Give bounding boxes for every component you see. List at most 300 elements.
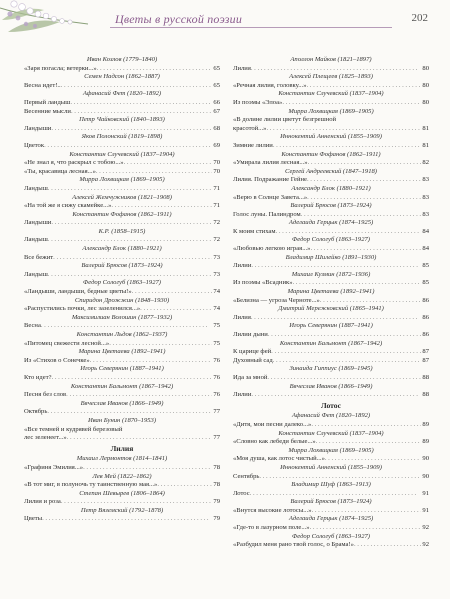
toc-section-heading bbox=[233, 402, 429, 411]
toc-author bbox=[233, 305, 429, 314]
entry-title: «Верю в Солнце Завета...» bbox=[233, 193, 308, 201]
entry-page-number: 73 bbox=[213, 270, 220, 278]
dot-leader bbox=[70, 99, 212, 108]
toc-author bbox=[24, 90, 220, 99]
toc-author bbox=[24, 56, 220, 65]
author-name: Валерий Брюсов (1873–1924) bbox=[290, 202, 372, 210]
author-name: Вячеслав Иванов (1866–1949) bbox=[289, 382, 373, 390]
dot-leader bbox=[47, 408, 212, 417]
entry-page-number: 87 bbox=[422, 356, 429, 364]
dot-leader bbox=[51, 125, 212, 134]
author-name: Константин Бальмонт (1867–1942) bbox=[279, 339, 383, 347]
toc-entry bbox=[24, 515, 220, 524]
author-name: Мирра Лохвицкая (1869–1905) bbox=[288, 446, 374, 454]
author-name: Аделаида Герцык (1874–1925) bbox=[288, 219, 374, 227]
dot-leader bbox=[354, 541, 421, 550]
toc-entry bbox=[233, 279, 429, 288]
entry-page-number: 86 bbox=[422, 331, 429, 338]
entry-page-number: 68 bbox=[213, 124, 220, 132]
author-name: Федор Сологуб (1863–1927) bbox=[292, 532, 370, 540]
toc-entry bbox=[233, 374, 429, 383]
author-name: Иван Козлов (1779–1840) bbox=[86, 56, 158, 63]
toc-entry bbox=[233, 82, 429, 91]
entry-title: лес зеленеет...» bbox=[24, 434, 67, 442]
dot-leader bbox=[66, 391, 212, 400]
dot-leader bbox=[251, 262, 421, 271]
dot-leader bbox=[97, 65, 213, 74]
entry-page-number: 65 bbox=[213, 64, 220, 72]
entry-title: Лилия и роза bbox=[24, 498, 61, 506]
entry-title: Лилии bbox=[233, 262, 252, 270]
entry-title: Весенние мысли bbox=[24, 107, 71, 115]
toc-author bbox=[24, 245, 220, 254]
author-name: Михаил Кузмин (1872–1936) bbox=[291, 270, 371, 278]
entry-page-number: 86 bbox=[422, 313, 429, 321]
toc-entry bbox=[233, 314, 429, 323]
toc-author bbox=[24, 151, 220, 160]
toc-author bbox=[233, 412, 429, 421]
entry-title: Октябрь bbox=[24, 408, 48, 416]
dot-leader bbox=[311, 421, 421, 430]
toc-author bbox=[233, 236, 429, 245]
entry-title: «Разбудил меня рано твой голос, о Брама!» bbox=[233, 541, 354, 549]
entry-page-number: 84 bbox=[422, 227, 429, 235]
entry-title: «Моя душа, как лотос чистый...» bbox=[233, 455, 325, 463]
dot-leader bbox=[316, 438, 422, 447]
toc-entry bbox=[233, 228, 429, 237]
entry-page-number: 66 bbox=[213, 98, 220, 106]
entry-title: «Ландыши, ландыши, бедные цветы!» bbox=[24, 288, 132, 296]
entry-page-number: 83 bbox=[422, 210, 429, 218]
author-name: Дмитрий Мережковский (1865–1941) bbox=[278, 305, 384, 313]
toc-entry bbox=[24, 99, 220, 108]
author-name: Игорь Северянин (1887–1941) bbox=[80, 365, 164, 373]
toc-author bbox=[233, 340, 429, 349]
entry-page-number: 75 bbox=[213, 339, 220, 347]
dot-leader bbox=[266, 125, 421, 134]
author-name: Константин Случевский (1837–1904) bbox=[278, 90, 384, 98]
entry-title: «В долине лилии цветут безгрешной bbox=[233, 116, 337, 124]
dot-leader bbox=[307, 194, 421, 203]
entry-page-number: 79 bbox=[213, 515, 220, 523]
toc-author bbox=[24, 507, 220, 516]
author-name: Степан Шевырев (1806–1864) bbox=[79, 489, 165, 497]
dot-leader bbox=[293, 279, 422, 288]
entry-page-number: 84 bbox=[422, 245, 429, 253]
entry-title: «Питомец свежести лесной...» bbox=[24, 339, 110, 347]
author-name: Семен Надсон (1862–1887) bbox=[84, 73, 160, 81]
entry-title: Зимние лилии bbox=[233, 141, 273, 149]
entry-title: Цветок bbox=[24, 141, 45, 149]
author-name: Александр Блок (1880–1921) bbox=[291, 184, 371, 192]
entry-title: Лотос bbox=[233, 489, 250, 497]
entry-page-number: 81 bbox=[422, 141, 429, 149]
toc-entry bbox=[233, 473, 429, 482]
toc-author bbox=[233, 219, 429, 228]
entry-title: Лилия bbox=[233, 313, 251, 321]
author-name: Сергей Андреевский (1847–1918) bbox=[285, 167, 377, 175]
entry-page-number: 89 bbox=[422, 420, 429, 428]
author-name: Петр Вяземский (1792–1878) bbox=[80, 506, 164, 514]
author-name: Федор Сологуб (1863–1927) bbox=[292, 236, 370, 244]
toc-entry bbox=[233, 262, 429, 271]
dot-leader bbox=[52, 374, 213, 383]
entry-title: «Не знал я, что раскрыл с тобою...» bbox=[24, 159, 124, 167]
toc-entry bbox=[24, 434, 220, 443]
dot-leader bbox=[90, 357, 213, 366]
page-number: 202 bbox=[411, 12, 428, 24]
entry-title: «Внутся высокие лотосы...» bbox=[233, 506, 312, 514]
dot-leader bbox=[48, 271, 213, 280]
toc-author bbox=[24, 116, 220, 125]
dot-leader bbox=[140, 305, 212, 314]
entry-page-number: 71 bbox=[213, 202, 220, 210]
toc-entry bbox=[233, 245, 429, 254]
toc-entry bbox=[24, 202, 220, 211]
toc-section-heading bbox=[24, 445, 220, 454]
author-name: Константин Случевский (1837–1904) bbox=[278, 429, 384, 437]
entry-page-number: 88 bbox=[422, 391, 429, 399]
toc-author bbox=[233, 515, 429, 524]
toc-entry bbox=[24, 236, 220, 245]
toc-entry bbox=[233, 142, 429, 151]
entry-page-number: 76 bbox=[213, 391, 220, 399]
dot-leader bbox=[48, 185, 213, 194]
entry-page-number: 74 bbox=[213, 305, 220, 313]
entry-page-number: 76 bbox=[213, 356, 220, 364]
entry-page-number: 75 bbox=[213, 322, 220, 330]
entry-title: «Ты, красавица лесная...» bbox=[24, 167, 96, 175]
dot-leader bbox=[251, 314, 422, 323]
author-name: Алексей Плещеев (1825–1893) bbox=[289, 73, 373, 81]
entry-title: Ландыш bbox=[24, 236, 48, 244]
toc-entry bbox=[233, 65, 429, 74]
entry-title: Голос луны. Палиндром bbox=[233, 210, 301, 218]
dot-leader bbox=[308, 159, 422, 168]
toc-author bbox=[233, 202, 429, 211]
toc-entry bbox=[24, 426, 220, 435]
toc-author bbox=[24, 417, 220, 426]
toc-author bbox=[24, 228, 220, 237]
toc-author bbox=[233, 481, 429, 490]
entry-page-number: 74 bbox=[213, 288, 220, 296]
entry-page-number: 92 bbox=[422, 524, 429, 532]
entry-title: «На той же я сижу скамейке...» bbox=[24, 202, 112, 210]
author-name: Максимилиан Волошин (1877–1932) bbox=[71, 313, 173, 321]
dot-leader bbox=[320, 297, 422, 306]
toc-entry bbox=[233, 99, 429, 108]
entry-title: Все бежит bbox=[24, 253, 54, 261]
entry-page-number: 87 bbox=[422, 348, 429, 356]
toc-author bbox=[233, 430, 429, 439]
header-rule bbox=[110, 27, 392, 28]
author-name: Марина Цветаева (1892–1941) bbox=[78, 348, 166, 356]
toc-entry bbox=[233, 116, 429, 125]
toc-entry bbox=[24, 82, 220, 91]
entry-page-number: 85 bbox=[422, 279, 429, 287]
dot-leader bbox=[111, 202, 212, 211]
author-name: Александр Блок (1880–1921) bbox=[82, 245, 162, 253]
dot-leader bbox=[48, 236, 213, 245]
author-name: Петр Чайковский (1840–1893) bbox=[79, 116, 165, 124]
author-name: Иннокентий Анненский (1855–1909) bbox=[280, 463, 382, 471]
author-name: Константин Льдов (1862–1937) bbox=[76, 331, 168, 338]
toc-author bbox=[24, 490, 220, 499]
entry-title: «Любовью легкою играя...» bbox=[233, 245, 311, 253]
author-name: Мирра Лохвицкая (1869–1905) bbox=[288, 107, 374, 115]
author-name: Вячеслав Иванов (1866–1949) bbox=[80, 399, 164, 407]
entry-title: Ландыш bbox=[24, 184, 48, 192]
author-name: Валерий Брюсов (1873–1924) bbox=[290, 498, 372, 506]
dot-leader bbox=[71, 108, 212, 117]
toc-author bbox=[24, 400, 220, 409]
entry-title: «Заря погасла; ветерки...» bbox=[24, 64, 97, 72]
toc-entry bbox=[24, 142, 220, 151]
toc-column-right bbox=[233, 56, 429, 550]
toc-author bbox=[233, 254, 429, 263]
entry-title: Лилии bbox=[233, 391, 252, 399]
entry-page-number: 72 bbox=[213, 219, 220, 227]
dot-leader bbox=[53, 254, 212, 263]
toc-author bbox=[24, 455, 220, 464]
toc-author bbox=[24, 365, 220, 374]
entry-page-number: 83 bbox=[422, 193, 429, 201]
toc-author bbox=[233, 383, 429, 392]
dot-leader bbox=[259, 473, 421, 482]
dot-leader bbox=[51, 219, 212, 228]
dot-leader bbox=[124, 159, 213, 168]
entry-page-number: 67 bbox=[213, 107, 220, 115]
dot-leader bbox=[132, 288, 213, 297]
toc-author bbox=[24, 194, 220, 203]
author-name: Константин Фофанов (1862–1911) bbox=[72, 210, 172, 218]
toc-entry bbox=[233, 421, 429, 430]
toc-entry bbox=[233, 211, 429, 220]
entry-page-number: 80 bbox=[422, 81, 429, 89]
toc-author bbox=[233, 168, 429, 177]
author-name: Зинаида Гиппиус (1869–1945) bbox=[289, 365, 373, 373]
entry-page-number: 83 bbox=[422, 176, 429, 184]
toc-author bbox=[24, 348, 220, 357]
toc-entry bbox=[233, 194, 429, 203]
author-name: Алексей Жемчужников (1821–1908) bbox=[72, 193, 172, 201]
dot-leader bbox=[307, 82, 422, 91]
entry-page-number: 76 bbox=[213, 373, 220, 381]
entry-page-number: 81 bbox=[422, 124, 429, 132]
entry-title: Лилия bbox=[233, 64, 251, 72]
entry-title: Песня без слов bbox=[24, 391, 67, 399]
toc-entry bbox=[233, 297, 429, 306]
section-title: Лилия bbox=[110, 444, 134, 453]
entry-page-number: 69 bbox=[213, 141, 220, 149]
entry-page-number: 91 bbox=[422, 506, 429, 514]
entry-title: Из поэмы «Всадник» bbox=[233, 279, 293, 287]
entry-title: «Распустились почки, лес зазеленился...» bbox=[24, 305, 141, 313]
toc-entry bbox=[24, 305, 220, 314]
toc-author bbox=[24, 331, 220, 340]
toc-column-left bbox=[24, 56, 220, 524]
entry-title: К царице фей bbox=[233, 348, 272, 356]
dot-leader bbox=[67, 434, 213, 443]
toc-author bbox=[233, 151, 429, 160]
toc-author bbox=[24, 383, 220, 392]
author-name: К.Р. (1858–1915) bbox=[98, 227, 146, 235]
entry-title: К моим стихам bbox=[233, 227, 276, 235]
dot-leader bbox=[268, 331, 422, 340]
dot-leader bbox=[96, 168, 213, 177]
dot-leader bbox=[310, 245, 421, 254]
entry-title: «Словно как лебеди белые...» bbox=[233, 438, 316, 446]
toc-entry bbox=[233, 524, 429, 533]
author-name: Федор Сологуб (1863–1927) bbox=[83, 279, 161, 287]
dot-leader bbox=[312, 507, 422, 516]
toc-author bbox=[233, 108, 429, 117]
author-name: Валерий Брюсов (1873–1924) bbox=[81, 262, 163, 270]
entry-title: «Графиня Эмилия...» bbox=[24, 463, 84, 471]
author-name: Марина Цветаева (1892–1941) bbox=[287, 288, 375, 296]
author-name: Аполлон Майков (1821–1897) bbox=[290, 56, 372, 63]
dot-leader bbox=[267, 374, 421, 383]
author-name: Константин Бальмонт (1867–1942) bbox=[70, 382, 174, 390]
entry-page-number: 89 bbox=[422, 438, 429, 446]
toc-entry bbox=[24, 357, 220, 366]
dot-leader bbox=[251, 65, 422, 74]
dot-leader bbox=[273, 142, 422, 151]
toc-author bbox=[233, 288, 429, 297]
page-header bbox=[0, 0, 450, 46]
toc-entry bbox=[24, 125, 220, 134]
dot-leader bbox=[42, 515, 212, 524]
dot-leader bbox=[271, 348, 421, 357]
author-name: Яков Полонский (1819–1898) bbox=[81, 133, 163, 141]
author-name: Афанасий Фет (1820–1892) bbox=[291, 412, 371, 420]
toc-entry bbox=[233, 331, 429, 340]
entry-page-number: 78 bbox=[213, 481, 220, 489]
entry-title: «Белизна — угроза Черноте...» bbox=[233, 296, 320, 304]
toc-entry bbox=[233, 541, 429, 550]
toc-author bbox=[24, 279, 220, 288]
toc-entry bbox=[233, 391, 429, 400]
toc-author bbox=[233, 90, 429, 99]
entry-title: Первый ландыш bbox=[24, 98, 71, 106]
toc-author bbox=[233, 533, 429, 542]
entry-page-number: 91 bbox=[422, 489, 429, 497]
entry-page-number: 79 bbox=[213, 498, 220, 506]
toc-author bbox=[233, 185, 429, 194]
toc-entry bbox=[233, 176, 429, 185]
toc-entry bbox=[24, 108, 220, 117]
entry-title: Весна идет!.. bbox=[24, 81, 61, 89]
toc-entry bbox=[24, 408, 220, 417]
author-name: Игорь Северянин (1887–1941) bbox=[289, 322, 373, 330]
entry-title: Кто идет? bbox=[24, 373, 52, 381]
entry-title: «Все темней и кудрявей березовый bbox=[24, 425, 123, 433]
author-name: Михаил Лермонтов (1814–1841) bbox=[76, 455, 168, 463]
entry-page-number: 71 bbox=[213, 184, 220, 192]
entry-title: Из поэмы «Элоа» bbox=[233, 98, 283, 106]
entry-title: Сентябрь bbox=[233, 472, 260, 480]
dot-leader bbox=[273, 357, 422, 366]
entry-page-number: 77 bbox=[213, 408, 220, 416]
entry-page-number: 88 bbox=[422, 373, 429, 381]
entry-title: «Дитя, мои песни далеко...» bbox=[233, 420, 312, 428]
dot-leader bbox=[61, 498, 213, 507]
toc-entry bbox=[24, 219, 220, 228]
dot-leader bbox=[250, 490, 422, 499]
toc-author bbox=[24, 262, 220, 271]
toc-author bbox=[233, 322, 429, 331]
entry-page-number: 77 bbox=[213, 434, 220, 442]
dot-leader bbox=[61, 82, 213, 91]
toc-author bbox=[233, 447, 429, 456]
toc-entry bbox=[233, 125, 429, 134]
toc-author bbox=[233, 365, 429, 374]
toc-entry bbox=[233, 490, 429, 499]
toc-author bbox=[233, 56, 429, 65]
entry-title: «Умирала лилия лесная...» bbox=[233, 159, 308, 167]
toc-entry bbox=[24, 391, 220, 400]
dot-leader bbox=[301, 211, 422, 220]
toc-entry bbox=[24, 185, 220, 194]
entry-title: Цветы bbox=[24, 515, 43, 523]
author-name: Константин Фофанов (1862–1911) bbox=[281, 150, 381, 158]
entry-page-number: 90 bbox=[422, 472, 429, 480]
toc-entry bbox=[233, 348, 429, 357]
entry-page-number: 70 bbox=[213, 159, 220, 167]
dot-leader bbox=[41, 322, 213, 331]
toc-author bbox=[24, 297, 220, 306]
toc-entry bbox=[233, 455, 429, 464]
toc-author bbox=[24, 176, 220, 185]
author-name: Аделаида Герцык (1874–1925) bbox=[288, 515, 374, 523]
toc-entry bbox=[233, 507, 429, 516]
entry-page-number: 80 bbox=[422, 64, 429, 72]
toc-author bbox=[233, 133, 429, 142]
entry-title: Из «Стихов о Сонечке» bbox=[24, 356, 90, 364]
entry-page-number: 73 bbox=[213, 253, 220, 261]
toc-author bbox=[24, 73, 220, 82]
toc-entry bbox=[24, 322, 220, 331]
toc-entry bbox=[233, 159, 429, 168]
entry-title: Лилия. Подражание Гейне bbox=[233, 176, 307, 184]
toc-author bbox=[24, 473, 220, 482]
toc-entry bbox=[24, 168, 220, 177]
toc-entry bbox=[24, 159, 220, 168]
toc-author bbox=[24, 314, 220, 323]
dot-leader bbox=[109, 340, 212, 349]
toc-entry bbox=[24, 481, 220, 490]
dot-leader bbox=[251, 391, 421, 400]
entry-title: «Где-то в лазурном поле...» bbox=[233, 524, 310, 532]
toc-author bbox=[233, 73, 429, 82]
entry-page-number: 92 bbox=[422, 541, 429, 549]
dot-leader bbox=[157, 481, 212, 490]
dot-leader bbox=[282, 99, 421, 108]
entry-page-number: 80 bbox=[422, 98, 429, 106]
entry-page-number: 86 bbox=[422, 296, 429, 304]
section-title: Лотос bbox=[321, 401, 341, 410]
toc-author bbox=[233, 498, 429, 507]
dot-leader bbox=[307, 176, 421, 185]
author-name: Константин Случевский (1837–1904) bbox=[69, 150, 175, 158]
toc-entry bbox=[24, 374, 220, 383]
toc-author bbox=[233, 464, 429, 473]
author-name: Владимир Шилейко (1891–1930) bbox=[285, 253, 377, 261]
dot-leader bbox=[310, 524, 422, 533]
toc-entry bbox=[24, 288, 220, 297]
entry-title: Ида за мной bbox=[233, 373, 268, 381]
entry-title: «В тот миг, в полуночь ту таинственную мая...» bbox=[24, 481, 158, 489]
